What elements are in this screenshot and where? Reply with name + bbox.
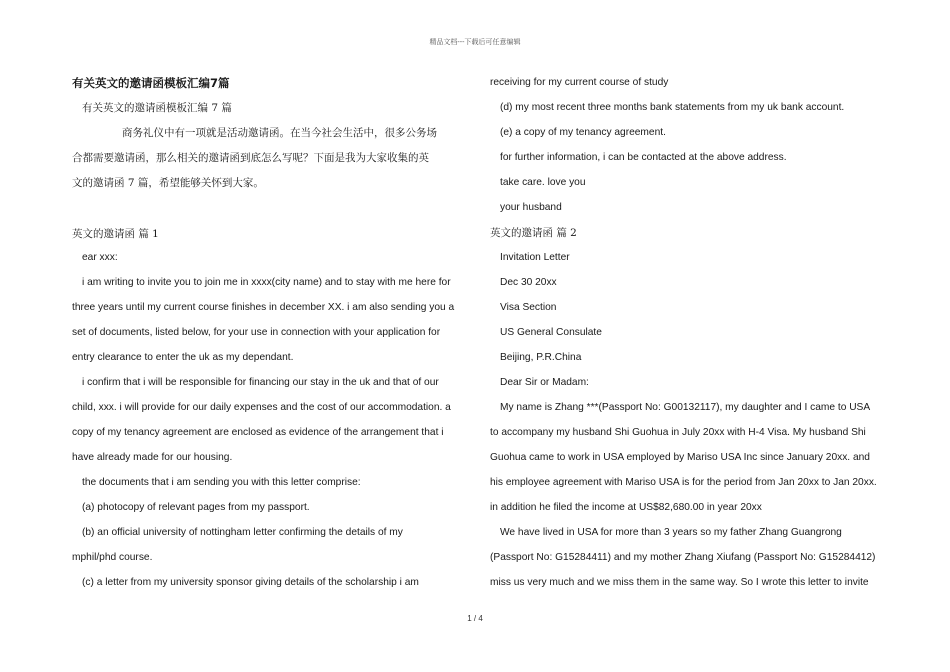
page-number: 1 / 4 <box>467 614 483 623</box>
document-subtitle: 有关英文的邀请函模板汇编 7 篇 <box>82 102 232 114</box>
page-header: 精品文档---下载后可任意编辑 <box>429 38 521 46</box>
paragraph-line: miss us very much and we miss them in the same way. So I wrote this letter to invite <box>490 577 869 588</box>
recipient-line: US General Consulate <box>500 327 602 338</box>
paragraph-line: in addition he filed the income at US$82,680.00 in year 20xx <box>490 502 762 513</box>
letter-closing: take care. love you <box>500 177 586 188</box>
list-item: (a) photocopy of relevant pages from my passport. <box>82 502 310 513</box>
intro-line: 商务礼仪中有一项就是活动邀请函。在当今社会生活中，很多公务场 <box>122 127 437 139</box>
paragraph-line: set of documents, listed below, for your use in connection with your application for <box>72 327 441 338</box>
paragraph-line: have already made for our housing. <box>72 452 233 463</box>
section-heading: 英文的邀请函 篇 1 <box>72 228 159 240</box>
letter-date: Dec 30 20xx <box>500 277 557 288</box>
list-item-continued: receiving for my current course of study <box>490 77 669 88</box>
paragraph-line: copy of my tenancy agreement are enclosed as evidence of the arrangement that i <box>72 427 444 438</box>
paragraph-line: We have lived in USA for more than 3 years so my father Zhang Guangrong <box>500 527 842 538</box>
paragraph-line: My name is Zhang ***(Passport No: G00132117), my daughter and I came to USA <box>500 402 871 413</box>
intro-line: 文的邀请函 7 篇，希望能够关怀到大家。 <box>72 177 264 189</box>
list-item: (d) my most recent three months bank statements from my uk bank account. <box>500 102 845 113</box>
letter-signature: your husband <box>500 202 562 213</box>
letter-title: Invitation Letter <box>500 252 570 263</box>
section-heading: 英文的邀请函 篇 2 <box>490 227 577 239</box>
paragraph-line: three years until my current course finishes in december XX. i am also sending you a <box>72 302 455 313</box>
paragraph-line: to accompany my husband Shi Guohua in July 20xx with H-4 Visa. My husband Shi <box>490 427 866 438</box>
recipient-line: Beijing, P.R.China <box>500 352 582 363</box>
paragraph-line: Guohua came to work in USA employed by Mariso USA Inc since January 20xx. and <box>490 452 870 463</box>
list-item: (b) an official university of nottingham letter confirming the details of my <box>82 527 403 538</box>
letter-greeting: ear xxx: <box>82 252 118 263</box>
paragraph-line: his employee agreement with Mariso USA is for the period from Jan 20xx to Jan 20xx. <box>490 477 877 488</box>
paragraph-line: i confirm that i will be responsible for financing our stay in the uk and that of our <box>82 377 439 388</box>
letter-salutation: Dear Sir or Madam: <box>500 377 589 388</box>
paragraph-line: (Passport No: G15284411) and my mother Zhang Xiufang (Passport No: G15284412) <box>490 552 876 563</box>
paragraph-line: the documents that i am sending you with this letter comprise: <box>82 477 361 488</box>
paragraph-line: child, xxx. i will provide for our daily expenses and the cost of our accommodation. a <box>72 402 451 413</box>
document-title: 有关英文的邀请函模板汇编7篇 <box>72 76 230 90</box>
paragraph-line: i am writing to invite you to join me in xxxx(city name) and to stay with me here for <box>82 277 451 288</box>
paragraph-line: entry clearance to enter the uk as my dependant. <box>72 352 294 363</box>
list-item-continued: mphil/phd course. <box>72 552 153 563</box>
recipient-line: Visa Section <box>500 302 557 313</box>
intro-line: 合都需要邀请函，那么相关的邀请函到底怎么写呢？下面是我为大家收集的英 <box>72 152 429 164</box>
list-item: (c) a letter from my university sponsor giving details of the scholarship i am <box>82 577 419 588</box>
paragraph-line: for further information, i can be contacted at the above address. <box>500 152 787 163</box>
list-item: (e) a copy of my tenancy agreement. <box>500 127 666 138</box>
